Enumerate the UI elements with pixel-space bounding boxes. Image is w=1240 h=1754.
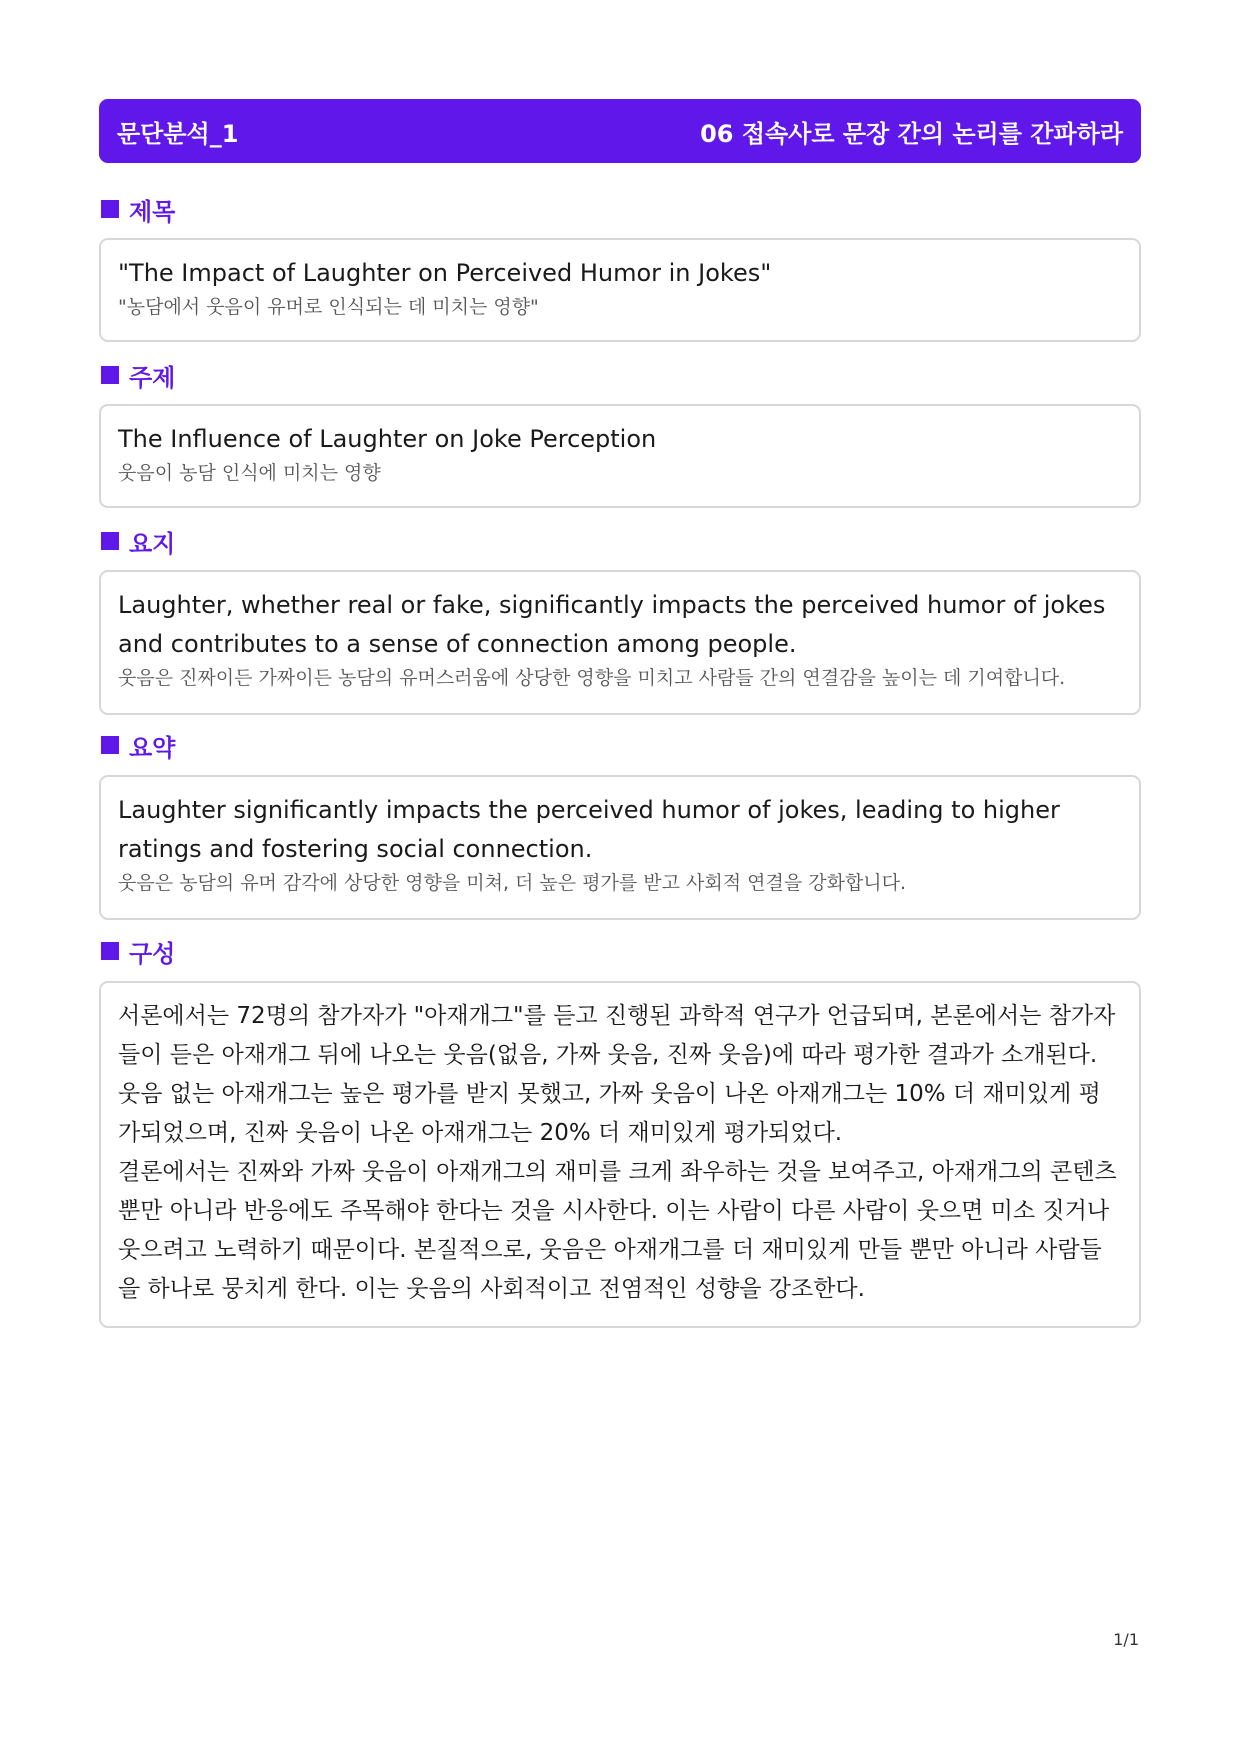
header-left-title: 문단분석_1: [117, 119, 239, 148]
topic-english: The Influence of Laughter on Joke Perception: [118, 425, 657, 453]
structure-box: [99, 981, 1141, 1328]
section-heading-label: 요지: [129, 529, 176, 558]
summary-box: [99, 775, 1141, 920]
section-heading-label: 제목: [129, 197, 176, 226]
gist-korean: 웃음은 진짜이든 가짜이든 농담의 유머스러움에 상당한 영향을 미치고 사람들 간의 연결감을 높이는 데 기여합니다.: [118, 667, 1066, 689]
topic-korean: 웃음이 농담 인식에 미치는 영향: [118, 462, 381, 484]
square-bullet-icon: [101, 532, 119, 550]
topic-box: [99, 404, 1141, 508]
title-korean: "농담에서 웃음이 유머로 인식되는 데 미치는 영향": [118, 296, 539, 318]
section-heading-label: 주제: [129, 363, 176, 392]
structure-paragraph-1: 서론에서는 72명의 참가자가 "아재개그"를 듣고 진행된 과학적 연구가 언급되며, 본론에서는 참가자들이 듣은 아재개그 뒤에 나오는 웃음(없음, 가짜 웃음, 진짜 웃음)에 따라 평가한 결과가 소개된다. 웃음 없는 아재개그는 높은 평가를 받지 못했고, 가짜 웃음이 나온 아재개그는 10% 더 재미있게 평가되었으며, 진짜 웃음이 나온 아재개그는 20% 더 재미있게 평가되었다.: [118, 1003, 1116, 1146]
header-right-title: 06 접속사로 문장 간의 논리를 간파하라: [700, 119, 1123, 148]
summary-english: Laughter significantly impacts the perceived humor of jokes, leading to higher ratings and fostering social connection.: [118, 796, 1060, 863]
section-heading-gist: [101, 526, 175, 556]
section-heading-summary: [101, 730, 175, 760]
title-box: [99, 238, 1141, 342]
page-number: 1/1: [1113, 1630, 1139, 1649]
summary-korean: 웃음은 농담의 유머 감각에 상당한 영향을 미쳐, 더 높은 평가를 받고 사회적 연결을 강화합니다.: [118, 872, 907, 894]
section-heading-topic: [101, 360, 175, 390]
section-heading-title: [101, 194, 175, 224]
square-bullet-icon: [101, 942, 119, 960]
structure-paragraph-2: 결론에서는 진짜와 가짜 웃음이 아재개그의 재미를 크게 좌우하는 것을 보여주고, 아재개그의 콘텐츠뿐만 아니라 반응에도 주목해야 한다는 것을 시사한다. 이는 사람이 다른 사람이 웃으면 미소 짓거나 웃으려고 노력하기 때문이다. 본질적으로, 웃음은 아재개그를 더 재미있게 만들 뿐만 아니라 사람들을 하나로 뭉치게 한다. 이는 웃음의 사회적이고 전염적인 성향을 강조한다.: [118, 1159, 1117, 1302]
section-heading-structure: [101, 936, 175, 966]
square-bullet-icon: [101, 200, 119, 218]
title-english: "The Impact of Laughter on Perceived Humor in Jokes": [118, 259, 772, 287]
section-heading-label: 요약: [129, 733, 176, 762]
section-heading-label: 구성: [129, 939, 176, 968]
square-bullet-icon: [101, 366, 119, 384]
header-bar: [99, 99, 1141, 163]
gist-box: [99, 570, 1141, 715]
gist-english: Laughter, whether real or fake, significantly impacts the perceived humor of jokes and contributes to a sense of connection among people.: [118, 591, 1106, 658]
square-bullet-icon: [101, 736, 119, 754]
